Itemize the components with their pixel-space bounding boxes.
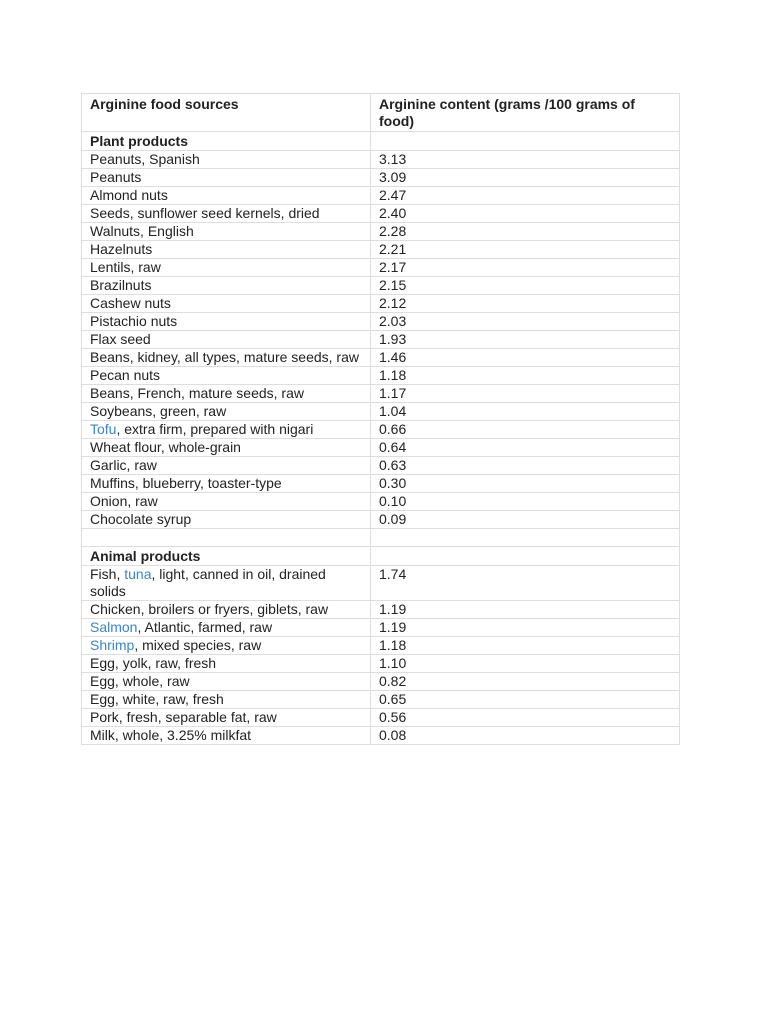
header-arginine-content: Arginine content (grams /100 grams of food) bbox=[371, 94, 680, 132]
food-name: Peanuts, Spanish bbox=[82, 151, 371, 169]
arginine-value: 1.18 bbox=[371, 637, 680, 655]
arginine-value: 2.47 bbox=[371, 187, 680, 205]
arginine-value: 2.21 bbox=[371, 241, 680, 259]
food-name: Peanuts bbox=[82, 169, 371, 187]
arginine-value: 3.09 bbox=[371, 169, 680, 187]
table-row bbox=[82, 691, 680, 709]
arginine-value: 1.19 bbox=[371, 601, 680, 619]
food-name: Seeds, sunflower seed kernels, dried bbox=[82, 205, 371, 223]
table-row bbox=[82, 475, 680, 493]
food-name-rest: , light, canned in oil, drained solids bbox=[90, 566, 326, 599]
table-row bbox=[82, 313, 680, 331]
salmon-link[interactable]: Salmon bbox=[90, 619, 138, 635]
food-name: Flax seed bbox=[82, 331, 371, 349]
arginine-value: 1.74 bbox=[371, 566, 680, 601]
section-empty-cell bbox=[371, 132, 680, 151]
arginine-value: 1.18 bbox=[371, 367, 680, 385]
table-row bbox=[82, 511, 680, 529]
table-row bbox=[82, 187, 680, 205]
table-row bbox=[82, 709, 680, 727]
arginine-value: 0.30 bbox=[371, 475, 680, 493]
arginine-value: 0.82 bbox=[371, 673, 680, 691]
food-name bbox=[82, 566, 371, 601]
arginine-value: 0.66 bbox=[371, 421, 680, 439]
table-row bbox=[82, 655, 680, 673]
arginine-value: 1.17 bbox=[371, 385, 680, 403]
food-name: Egg, yolk, raw, fresh bbox=[82, 655, 371, 673]
food-name: Pecan nuts bbox=[82, 367, 371, 385]
food-name: Soybeans, green, raw bbox=[82, 403, 371, 421]
food-name: Milk, whole, 3.25% milkfat bbox=[82, 727, 371, 745]
food-name: Walnuts, English bbox=[82, 223, 371, 241]
food-name: Egg, white, raw, fresh bbox=[82, 691, 371, 709]
food-name: Beans, French, mature seeds, raw bbox=[82, 385, 371, 403]
section-empty-cell bbox=[371, 547, 680, 566]
food-name-pre: Fish, bbox=[90, 566, 125, 582]
table-row bbox=[82, 241, 680, 259]
food-name bbox=[82, 619, 371, 637]
food-name: Garlic, raw bbox=[82, 457, 371, 475]
table-row bbox=[82, 619, 680, 637]
arginine-value: 2.12 bbox=[371, 295, 680, 313]
spacer-row bbox=[82, 529, 680, 547]
food-name: Egg, whole, raw bbox=[82, 673, 371, 691]
arginine-value: 1.04 bbox=[371, 403, 680, 421]
table-row bbox=[82, 439, 680, 457]
food-name: Muffins, blueberry, toaster-type bbox=[82, 475, 371, 493]
section-row-plant bbox=[82, 132, 680, 151]
arginine-value: 2.03 bbox=[371, 313, 680, 331]
food-name: Onion, raw bbox=[82, 493, 371, 511]
table-row bbox=[82, 169, 680, 187]
food-name: Beans, kidney, all types, mature seeds, raw bbox=[82, 349, 371, 367]
arginine-value: 2.40 bbox=[371, 205, 680, 223]
arginine-value: 0.56 bbox=[371, 709, 680, 727]
food-name bbox=[82, 637, 371, 655]
table-row bbox=[82, 331, 680, 349]
arginine-value: 2.17 bbox=[371, 259, 680, 277]
table-row bbox=[82, 205, 680, 223]
table-row bbox=[82, 349, 680, 367]
tuna-link[interactable]: tuna bbox=[124, 566, 152, 582]
arginine-value: 0.08 bbox=[371, 727, 680, 745]
arginine-value: 0.10 bbox=[371, 493, 680, 511]
arginine-table bbox=[81, 93, 680, 745]
table-row bbox=[82, 637, 680, 655]
table-row bbox=[82, 259, 680, 277]
food-name bbox=[82, 421, 371, 439]
section-title-plant: Plant products bbox=[82, 132, 371, 151]
food-name: Pistachio nuts bbox=[82, 313, 371, 331]
table-row bbox=[82, 223, 680, 241]
food-name: Chocolate syrup bbox=[82, 511, 371, 529]
table-row bbox=[82, 421, 680, 439]
food-name: Brazilnuts bbox=[82, 277, 371, 295]
arginine-value: 2.15 bbox=[371, 277, 680, 295]
table-row bbox=[82, 151, 680, 169]
arginine-value: 0.65 bbox=[371, 691, 680, 709]
table-row bbox=[82, 295, 680, 313]
arginine-value: 2.28 bbox=[371, 223, 680, 241]
table-row bbox=[82, 403, 680, 421]
empty-cell bbox=[82, 529, 371, 547]
food-name: Cashew nuts bbox=[82, 295, 371, 313]
table-row bbox=[82, 727, 680, 745]
header-food-sources: Arginine food sources bbox=[82, 94, 371, 132]
food-name: Lentils, raw bbox=[82, 259, 371, 277]
table-row bbox=[82, 385, 680, 403]
arginine-value: 0.63 bbox=[371, 457, 680, 475]
food-name-rest: , mixed species, raw bbox=[134, 637, 262, 653]
section-row-animal bbox=[82, 547, 680, 566]
arginine-value: 1.10 bbox=[371, 655, 680, 673]
arginine-value: 0.09 bbox=[371, 511, 680, 529]
table-row bbox=[82, 601, 680, 619]
shrimp-link[interactable]: Shrimp bbox=[90, 637, 135, 653]
food-name: Pork, fresh, separable fat, raw bbox=[82, 709, 371, 727]
tofu-link[interactable]: Tofu bbox=[90, 421, 117, 437]
arginine-value: 1.46 bbox=[371, 349, 680, 367]
food-name: Almond nuts bbox=[82, 187, 371, 205]
section-title-animal: Animal products bbox=[82, 547, 371, 566]
arginine-value: 1.19 bbox=[371, 619, 680, 637]
food-name: Wheat flour, whole-grain bbox=[82, 439, 371, 457]
table-row bbox=[82, 673, 680, 691]
table-row bbox=[82, 277, 680, 295]
food-name-rest: , Atlantic, farmed, raw bbox=[137, 619, 273, 635]
arginine-value: 3.13 bbox=[371, 151, 680, 169]
table-row bbox=[82, 566, 680, 601]
table-row bbox=[82, 457, 680, 475]
table-row bbox=[82, 367, 680, 385]
arginine-value: 1.93 bbox=[371, 331, 680, 349]
arginine-value: 0.64 bbox=[371, 439, 680, 457]
food-name: Chicken, broilers or fryers, giblets, raw bbox=[82, 601, 371, 619]
empty-cell bbox=[371, 529, 680, 547]
table-row bbox=[82, 493, 680, 511]
food-name: Hazelnuts bbox=[82, 241, 371, 259]
table-header-row bbox=[82, 94, 680, 132]
food-name-rest: , extra firm, prepared with nigari bbox=[116, 421, 314, 437]
